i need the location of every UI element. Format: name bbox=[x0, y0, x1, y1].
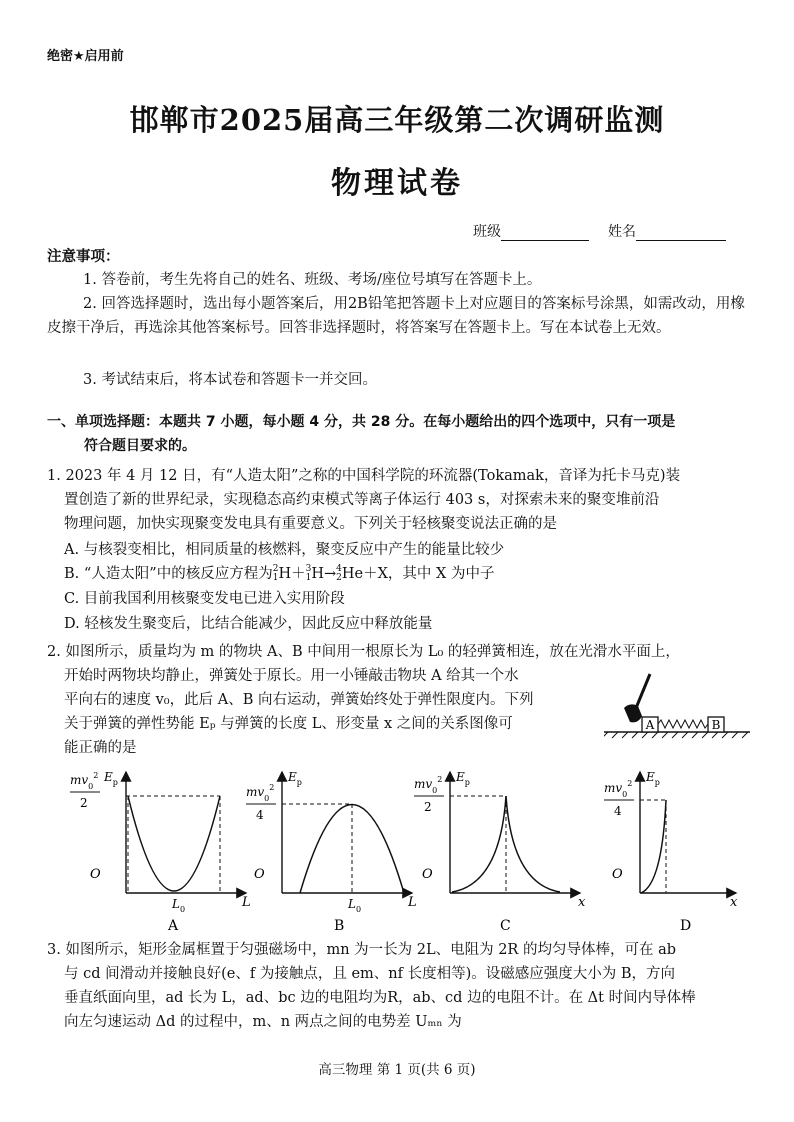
q2-spring-figure bbox=[604, 668, 750, 746]
name-field bbox=[608, 221, 726, 241]
graph-a-caption: A bbox=[168, 918, 179, 934]
q3-stem-line2: 与 cd 间滑动并接触良好(e、f 为接触点，且 em、nf 长度相等)。设磁感应强度大小为 B，方向 bbox=[64, 966, 676, 982]
q2-stem-line4: 关于弹簧的弹性势能 Eₚ 与弹簧的长度 L、形变量 x 之间的关系图像可 bbox=[64, 716, 513, 732]
block-a-label: A bbox=[645, 718, 655, 732]
q1-stem-line2: 置创造了新的世界纪录，实现稳态高约束模式等离子体运行 403 s，对探索未来的聚变堆前沿 bbox=[64, 492, 660, 508]
svg-text:Ep: $E_p$ bbox=[646, 770, 660, 787]
q1-stem-line3: 物理问题，加快实现聚变发电具有重要意义。下列关于轻核聚变说法正确的是 bbox=[64, 516, 557, 532]
q3-stem-line4: 向左匀速运动 Δd 的过程中，m、n 两点之间的电势差 Uₘₙ 为 bbox=[64, 1014, 462, 1030]
spring bbox=[658, 720, 708, 728]
graph-c-curve-right bbox=[506, 796, 560, 892]
graph-c-caption: C bbox=[500, 918, 511, 934]
svg-text:Ep: $E_p$ bbox=[456, 770, 470, 787]
notice-item-1: 1. 答卷前，考生先将自己的姓名、班级、考场/座位号填写在答题卡上。 bbox=[83, 272, 542, 288]
graph-c bbox=[414, 770, 586, 934]
section-heading: 一、单项选择题：本题共 7 小题，每小题 4 分，共 28 分。在每小题给出的四个选项中，只有一项是 bbox=[47, 414, 676, 430]
q3-stem-line1: 3. 如图所示，矩形金属框置于匀强磁场中，mn 为一长为 2L、电阻为 2R 的均匀导体棒，可在 ab bbox=[47, 942, 676, 958]
q3-stem-line3: 垂直纸面向里，ad 长为 L，ad、bc 边的电阻均为R，ab、cd 边的电阻不计。在 Δt 时间内导体棒 bbox=[64, 990, 696, 1006]
name-label: 姓名 bbox=[608, 224, 636, 240]
svg-text:L0: $L_0$ bbox=[348, 897, 362, 914]
svg-text:mv02: $mv_0^2$ bbox=[70, 771, 99, 791]
graph-b-origin: O bbox=[254, 867, 265, 882]
q1-option-a: A. 与核裂变相比，相同质量的核燃料，聚变反应中产生的能量比较少 bbox=[64, 542, 505, 558]
svg-text:mv02: $mv_0^2$ bbox=[246, 783, 275, 803]
svg-text:mv02: $mv_0^2$ bbox=[414, 775, 443, 795]
graph-d bbox=[604, 770, 738, 934]
q2-stem-line2: 开始时两物块均静止，弹簧处于原长。用一小锤敲击物块 A 给其一个水 bbox=[64, 668, 519, 684]
graph-c-curve-left bbox=[452, 796, 506, 892]
graph-a-origin: O bbox=[90, 867, 101, 882]
svg-text:mv02: $mv_0^2$ bbox=[604, 779, 633, 799]
graph-a bbox=[70, 770, 251, 934]
page-footer: 高三物理 第 1 页(共 6 页) bbox=[318, 1062, 476, 1078]
graph-a-tick-den: 2 bbox=[80, 796, 88, 810]
svg-text:Ep: $E_p$ bbox=[288, 770, 302, 787]
graph-d-origin: O bbox=[612, 867, 623, 882]
graph-c-x-label: x bbox=[578, 895, 586, 910]
graph-a-curve bbox=[128, 796, 220, 891]
graph-b-x-label: L bbox=[408, 895, 417, 910]
q1-option-b-prefix: B. “人造太阳”中的核反应方程为 bbox=[64, 566, 273, 582]
graph-c-tick-den: 2 bbox=[424, 800, 432, 814]
confidential-mark: 绝密★启用前 bbox=[47, 49, 124, 64]
class-label: 班级 bbox=[473, 224, 501, 240]
hammer-icon bbox=[624, 674, 650, 722]
q2-graphs bbox=[60, 766, 760, 938]
graph-d-x-label: x bbox=[730, 895, 738, 910]
q1-option-b bbox=[64, 562, 494, 586]
class-field bbox=[473, 221, 589, 241]
graph-b-tick-den: 4 bbox=[256, 808, 264, 822]
q2-stem-line5: 能正确的是 bbox=[64, 740, 137, 756]
graph-d-caption: D bbox=[680, 918, 692, 934]
fusion-equation: 2 1H＋3 1H→4 2He＋X bbox=[272, 564, 388, 583]
notice-heading: 注意事项： bbox=[47, 249, 120, 265]
block-b-label: B bbox=[711, 718, 721, 732]
q1-option-d: D. 轻核发生聚变后，比结合能减少，因此反应中释放能量 bbox=[64, 616, 433, 632]
exam-subject-title: 物理试卷 bbox=[331, 166, 463, 201]
svg-text:L0: $L_0$ bbox=[172, 897, 186, 914]
svg-text:Ep: $E_p$ bbox=[104, 770, 118, 787]
graph-c-origin: O bbox=[422, 867, 433, 882]
graph-d-curve bbox=[641, 800, 666, 893]
ground-hatch bbox=[604, 732, 748, 738]
q2-stem-line1: 2. 如图所示，质量均为 m 的物块 A、B 中间用一根原长为 L₀ 的轻弹簧相连，放在光滑水平面上， bbox=[47, 644, 680, 660]
graph-d-tick-den: 4 bbox=[614, 804, 622, 818]
q1-option-b-suffix: ，其中 X 为中子 bbox=[387, 566, 495, 582]
q1-option-c: C. 目前我国利用核聚变发电已进入实用阶段 bbox=[64, 591, 345, 607]
name-blank bbox=[636, 226, 726, 241]
q2-stem-line3: 平向右的速度 v₀，此后 A、B 向右运动，弹簧始终处于弹性限度内。下列 bbox=[64, 692, 534, 708]
graph-b-caption: B bbox=[334, 918, 345, 934]
q1-stem-line1: 1. 2023 年 4 月 12 日，有“人造太阳”之称的中国科学院的环流器(Tokamak，音译为托卡马克)装 bbox=[47, 468, 681, 484]
notice-item-2: 2. 回答选择题时，选出每小题答案后，用2B铅笔把答题卡上对应题目的答案标号涂黑，如需改动，用橡皮擦干净后，再选涂其他答案标号。回答非选择题时，将答案写在答题卡上。写在本试卷上无效。 bbox=[47, 296, 745, 336]
graph-a-x-label: L bbox=[242, 895, 251, 910]
notice-item-3: 3. 考试结束后，将本试卷和答题卡一并交回。 bbox=[83, 372, 377, 388]
exam-title: 邯郸市2025届高三年级第二次调研监测 bbox=[129, 103, 665, 137]
class-blank bbox=[501, 226, 589, 241]
graph-b bbox=[246, 770, 417, 934]
section-heading-cont: 符合题目要求的。 bbox=[84, 438, 196, 454]
